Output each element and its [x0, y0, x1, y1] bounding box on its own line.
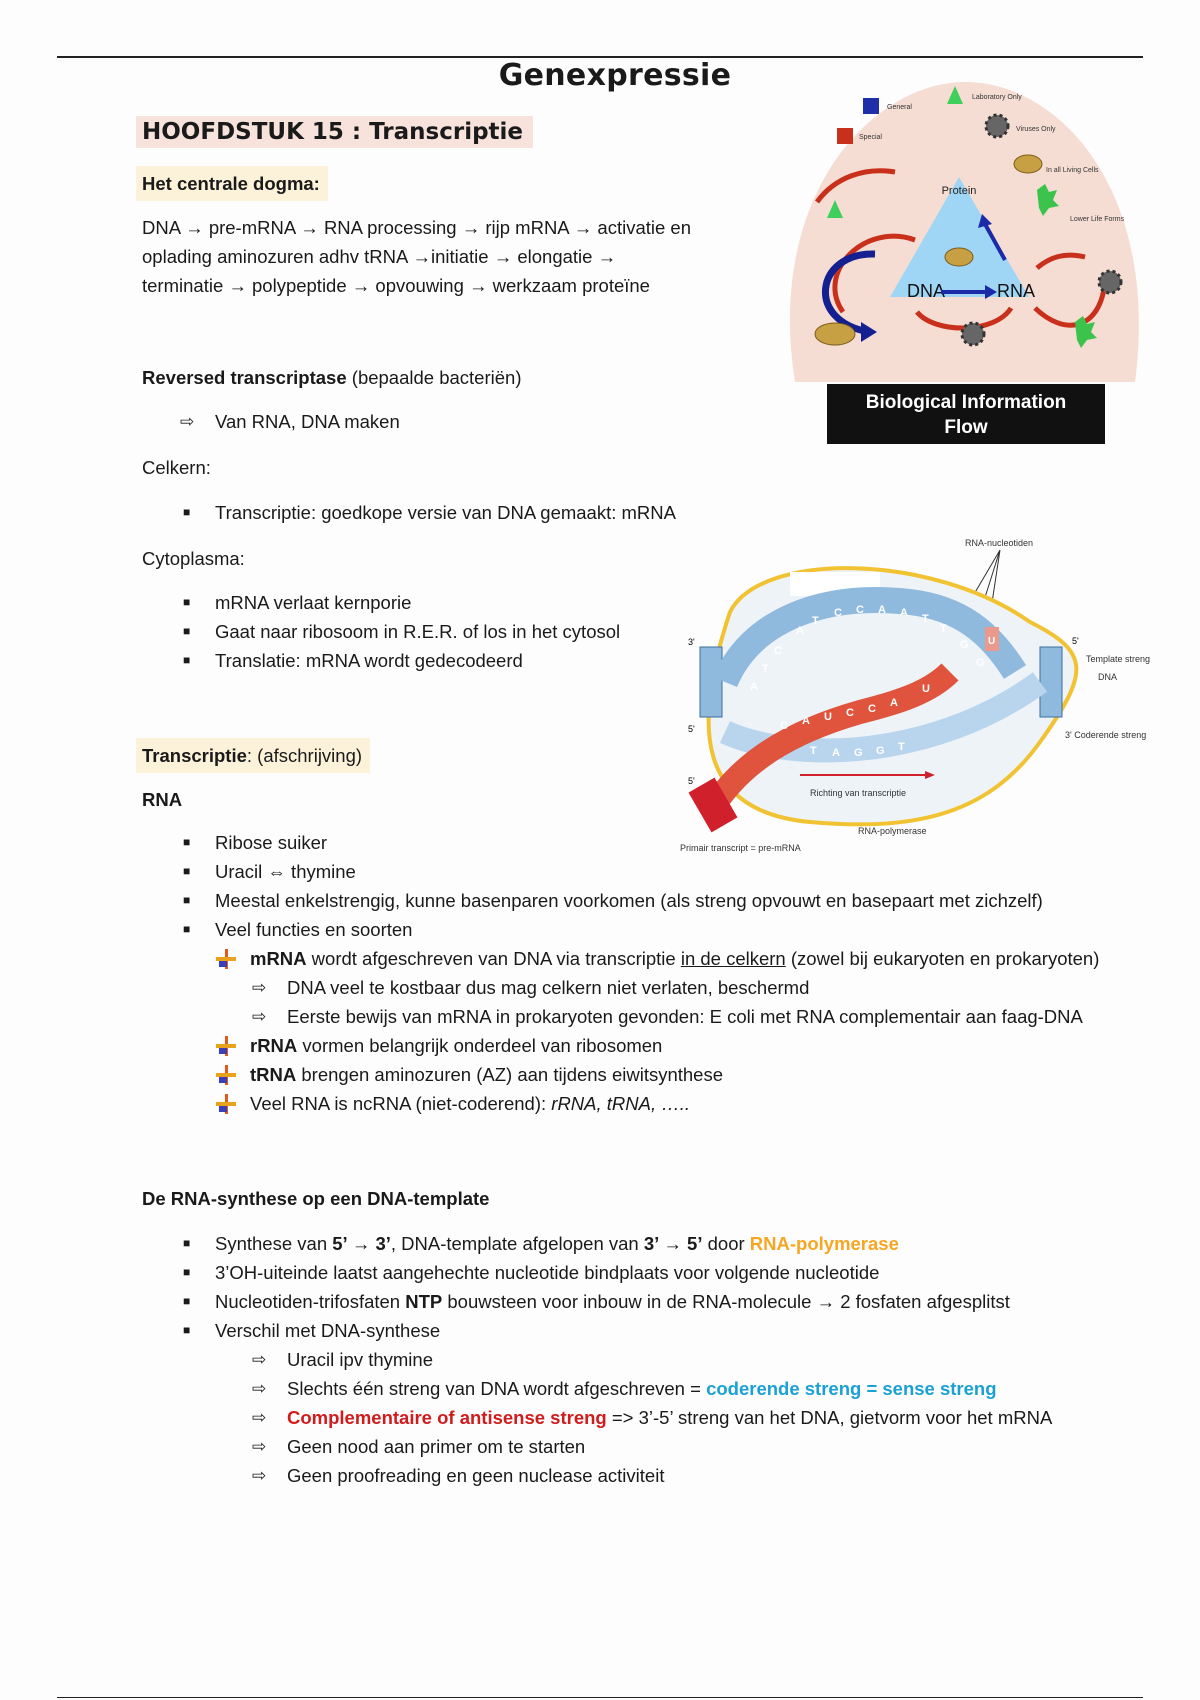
rna-label: RNA [997, 281, 1036, 301]
base: U [922, 683, 930, 695]
arrow-icon: ⇨ [252, 1466, 267, 1485]
sub-item: ⇨ Slechts één streng van DNA wordt afgeschreven = coderende streng = sense streng [142, 1374, 1052, 1403]
list-item: ■ Transcriptie: goedkope versie van DNA gemaakt: mRNA [142, 498, 676, 527]
list-item: ■ Verschil met DNA-synthese [142, 1316, 1052, 1345]
base: C [846, 707, 854, 719]
legend-special: Special [859, 134, 882, 141]
list-item-trna: tRNA brengen aminozuren (AZ) aan tijdens eiwitsynthese [142, 1060, 1099, 1089]
virus-icon [962, 323, 984, 345]
list-item: ■ Veel functies en soorten [142, 915, 1099, 944]
synthese-heading: De RNA-synthese op een DNA-template [142, 1188, 490, 1209]
bullet-icon: ■ [183, 893, 191, 907]
list-item-rrna: rRNA vormen belangrijk onderdeel van ribosomen [142, 1031, 1099, 1060]
protein-label: Protein [941, 185, 977, 197]
arrow-icon: ⇨ [252, 1350, 267, 1369]
dogma-paragraph [142, 213, 691, 300]
list-item: ■ 3’OH-uiteinde laatst aangehechte nucleotide bindplaats voor volgende nucleotide [142, 1258, 1052, 1287]
list-item-ncrna: Veel RNA is ncRNA (niet-coderend): rRNA, tRNA, ….. [142, 1089, 1099, 1118]
legend-swatch-general [863, 98, 879, 114]
caption-line-1: Biological Information [865, 392, 1067, 413]
legend-swatch-special [837, 128, 853, 144]
list-item: ■ Meestal enkelstrengig, kunne basenparen voorkomen (als streng opvouwt en basepaart met zichzelf) [142, 886, 1099, 915]
coding-label: 3' Coderende streng [1065, 730, 1147, 740]
legend-lab: Laboratory Only [972, 94, 1022, 101]
base: G [876, 745, 885, 757]
arrow-icon: ⇨ [252, 1437, 267, 1456]
sub-item: ⇨ Complementaire of antisense streng => 3’-5’ streng van het DNA, gietvorm voor het mRNA [142, 1403, 1052, 1432]
bullet-icon: ■ [183, 624, 191, 638]
sub-item: ⇨ DNA veel te kostbaar dus mag celkern niet verlaten, beschermd [142, 973, 1099, 1002]
bullet-icon: ■ [183, 1323, 191, 1337]
transcriptie-heading: Transcriptie: (afschrijving) [136, 738, 370, 773]
dogma-line: oplading aminozuren adhv tRNA →initiatie → elongatie → [142, 246, 617, 267]
prime-label: 5' [688, 724, 695, 734]
chapter-heading: HOOFDSTUK 15 : Transcriptie [136, 116, 533, 148]
list-item-mrna: mRNA wordt afgeschreven van DNA via transcriptie in de celkern (zowel bij eukaryoten en prokaryoten) [142, 944, 1099, 973]
sub-item: ⇨ Geen proofreading en geen nuclease activiteit [142, 1461, 1052, 1490]
cell-icon [815, 323, 855, 345]
base: U [824, 711, 832, 723]
prime-label: 5' [688, 776, 695, 786]
base: C [780, 720, 788, 732]
dna-label: DNA [1098, 672, 1118, 682]
cytoplasma-label: Cytoplasma: [142, 548, 245, 569]
celkern-label: Celkern: [142, 457, 211, 478]
dogma-heading: Het centrale dogma: [136, 166, 328, 201]
list-item: ■ Translatie: mRNA wordt gedecodeerd [142, 646, 620, 675]
base: T [898, 741, 905, 753]
dna-label: DNA [907, 281, 946, 301]
dna-end-left [700, 647, 722, 717]
virus-icon [986, 115, 1008, 137]
legend-cells: In all Living Cells [1046, 167, 1099, 174]
base: C [856, 604, 864, 616]
direction-label: Richting van transcriptie [810, 788, 907, 798]
dogma-line: terminatie → polypeptide → opvouwing → werkzaam proteïne [142, 275, 650, 296]
reverse-heading: Reversed transcriptase (bepaalde bacteriën) [142, 367, 522, 388]
bullet-icon: ■ [183, 595, 191, 609]
list-item: ■ mRNA verlaat kernporie [142, 588, 620, 617]
list-item: ■ Gaat naar ribosoom in R.E.R. of los in het cytosol [142, 617, 620, 646]
legend-general: General [887, 104, 912, 111]
nucleotides-label: RNA-nucleotiden [965, 538, 1034, 548]
list-item: ■ Uracil ⇔ thymine [142, 857, 1099, 886]
transcription-figure [670, 532, 1180, 862]
gene-label: Ons gen [810, 597, 845, 607]
polymerase-label: RNA-polymerase [858, 826, 927, 836]
sub-item: ⇨ Eerste bewijs van mRNA in prokaryoten gevonden: E coli met RNA complementair aan faag-DNA [142, 1002, 1099, 1031]
base: U [988, 636, 996, 647]
base: T [922, 613, 929, 625]
dna-end-right [1040, 647, 1062, 717]
base: G [960, 639, 969, 651]
sub-item: ⇨ Uracil ipv thymine [142, 1345, 1052, 1374]
bullet-icon: ■ [183, 922, 191, 936]
bullet-icon: ■ [183, 864, 191, 878]
base: T [940, 623, 947, 635]
arrow-icon: ⇨ [252, 1007, 267, 1026]
virus-icon [1099, 271, 1121, 293]
base: C [834, 607, 842, 619]
cell-icon [945, 248, 973, 266]
bullet-icon: ■ [183, 505, 191, 519]
bullet-icon: ■ [183, 835, 191, 849]
bullet-icon: ■ [183, 653, 191, 667]
base: A [900, 607, 908, 619]
base: G [854, 747, 863, 759]
legend-viruses: Viruses Only [1016, 126, 1056, 133]
caption-line-2: Flow [944, 417, 988, 438]
list-item: ■ Nucleotiden-trifosfaten NTP bouwsteen voor inbouw in de RNA-molecule → 2 fosfaten afgesplitst [142, 1287, 1052, 1316]
base: G [976, 657, 985, 669]
primary-transcript-label: Primair transcript = pre-mRNA [680, 843, 801, 853]
rna-label: RNA [142, 789, 183, 810]
bullet-icon: ■ [183, 1236, 191, 1250]
bullet-icon: ■ [183, 1294, 191, 1308]
template-label: Template streng [1086, 654, 1151, 664]
list-item: ■ Synthese van 5’ → 3’, DNA-template afgelopen van 3’ → 5’ door RNA-polymerase [142, 1229, 1052, 1258]
arrow-icon: ⇨ [252, 978, 267, 997]
base: T [810, 745, 817, 757]
bottom-rule [57, 1697, 1143, 1698]
bullet-icon: ■ [183, 1265, 191, 1279]
sub-item: ⇨ Geen nood aan primer om te starten [142, 1432, 1052, 1461]
dogma-line: DNA → pre-mRNA → RNA processing → rijp mRNA → activatie en [142, 217, 691, 238]
base: A [802, 715, 810, 727]
cell-icon [1014, 155, 1042, 173]
pushpin-icon [216, 1093, 238, 1122]
base: A [878, 604, 886, 616]
prime-label: 3' [688, 637, 695, 647]
arrow-icon: ⇨ [180, 412, 195, 431]
page-title: Genexpressie [498, 58, 732, 93]
list-item: ■ Ribose suiker [142, 828, 1099, 857]
reverse-item: ⇨ Van RNA, DNA maken [0, 407, 700, 436]
base: A [796, 625, 804, 637]
base: T [762, 663, 769, 675]
base: T [812, 615, 819, 627]
base: A [750, 681, 758, 693]
legend-lower: Lower Life Forms [1070, 216, 1125, 223]
base: C [774, 645, 782, 657]
information-flow-figure [775, 72, 1155, 444]
base: C [868, 703, 876, 715]
base: A [832, 747, 840, 759]
arrow-icon: ⇨ [252, 1379, 267, 1398]
base: A [890, 697, 898, 709]
prime-label: 5' [1072, 636, 1079, 646]
arrow-icon: ⇨ [252, 1408, 267, 1427]
